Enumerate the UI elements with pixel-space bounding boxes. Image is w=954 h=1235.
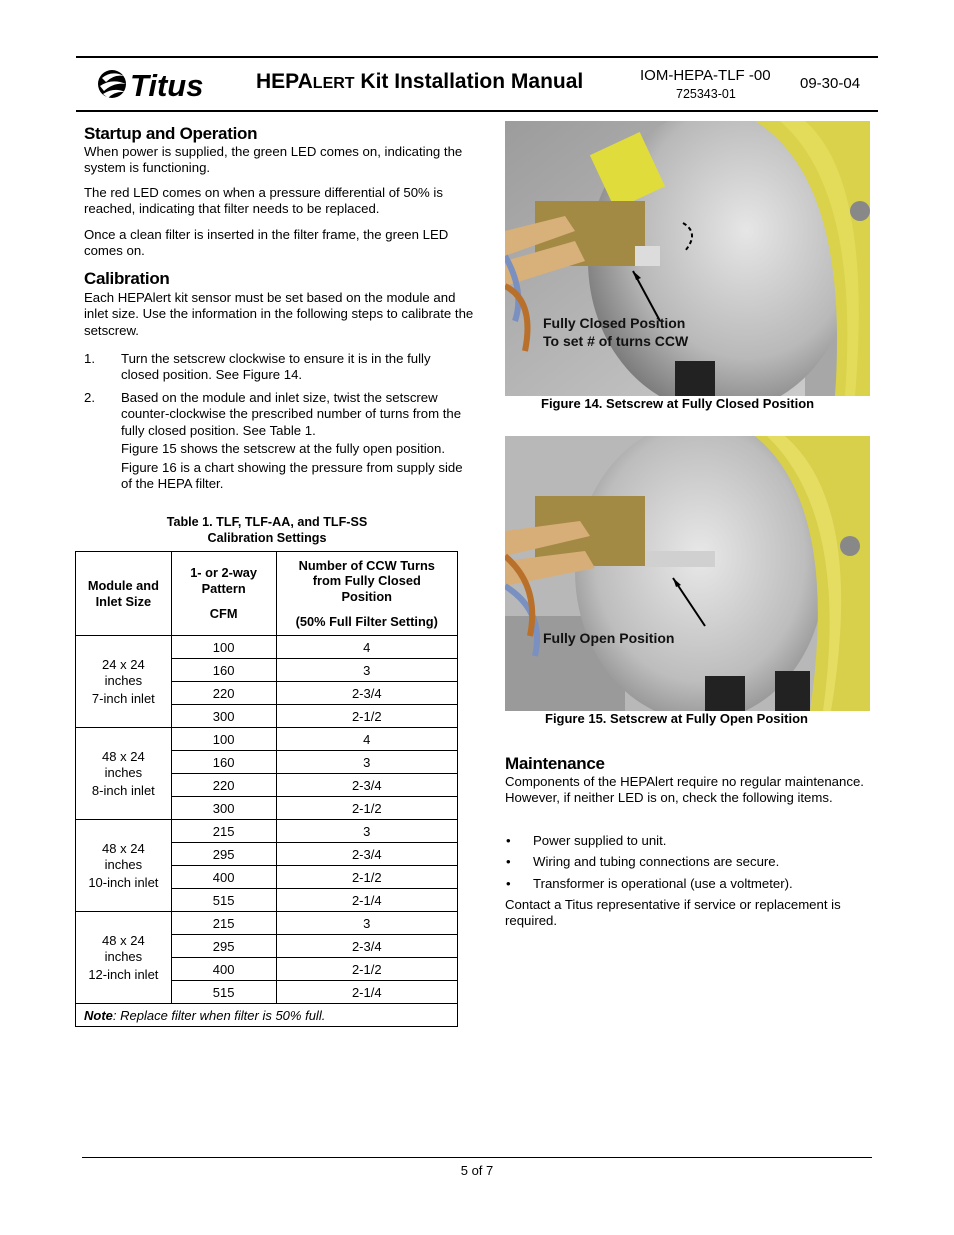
maintenance-bullet: Transformer is operational (use a voltmeter). <box>533 876 793 891</box>
table-row <box>76 728 458 751</box>
turns-cell: 2-1/4 <box>276 981 457 1004</box>
turns-cell: 2-1/2 <box>276 705 457 728</box>
startup-heading: Startup and Operation <box>84 124 258 143</box>
module-inlet-cell: 48 x 24 inches 12-inch inlet <box>76 912 172 1004</box>
maintenance-heading: Maintenance <box>505 754 605 773</box>
table-note-row <box>76 1004 458 1027</box>
titus-logo <box>96 64 208 104</box>
turns-cell: 2-1/2 <box>276 866 457 889</box>
header-top-rule <box>76 56 878 58</box>
titus-wordmark: Titus <box>130 68 204 103</box>
bullet-icon: • <box>506 876 511 891</box>
step-number: 2. <box>84 390 95 405</box>
turns-cell: 3 <box>276 912 457 935</box>
turns-cell: 4 <box>276 636 457 659</box>
maintenance-paragraph-2: Contact a Titus representative if service or replacement is required. <box>505 897 841 929</box>
header-bottom-rule <box>76 110 878 112</box>
maintenance-paragraph-1: Components of the HEPAlert require no regular maintenance. However, if neither LED is on, check the following items. <box>505 774 864 806</box>
turns-cell: 2-1/2 <box>276 797 457 820</box>
startup-paragraph-2: The red LED comes on when a pressure differential of 50% is reached, indicating that filter needs to be replaced. <box>84 185 443 217</box>
cfm-cell: 100 <box>171 728 276 751</box>
figure-14-label: Fully Closed Position <box>543 315 686 331</box>
cfm-cell: 215 <box>171 912 276 935</box>
step-text: Based on the module and inlet size, twist the setscrew counter-clockwise the prescribed number of turns from the fully closed position. See Table 1. <box>121 390 462 438</box>
cfm-cell: 295 <box>171 843 276 866</box>
turns-cell: 2-3/4 <box>276 935 457 958</box>
step-extra-text: Figure 16 is a chart showing the pressure from supply side of the HEPA filter. <box>121 460 463 492</box>
cfm-cell: 160 <box>171 751 276 774</box>
document-id: IOM-HEPA-TLF -00 <box>640 67 771 84</box>
table-row <box>76 636 458 659</box>
calibration-heading: Calibration <box>84 269 170 288</box>
startup-paragraph-3: Once a clean filter is inserted in the filter frame, the green LED comes on. <box>84 227 449 259</box>
bullet-icon: • <box>506 854 511 869</box>
table-header-row <box>76 552 458 636</box>
figure-14-caption: Figure 14. Setscrew at Fully Closed Position <box>541 396 815 411</box>
turns-cell: 2-3/4 <box>276 774 457 797</box>
page-number: 5 of 7 <box>460 1163 494 1178</box>
figure-15-label: Fully Open Position <box>543 630 675 646</box>
table-caption: Table 1. TLF, TLF-AA, and TLF-SS Calibration Settings <box>166 515 368 545</box>
document-date: 09-30-04 <box>800 75 861 92</box>
turns-cell: 3 <box>276 820 457 843</box>
table-row <box>76 820 458 843</box>
cfm-cell: 295 <box>171 935 276 958</box>
maintenance-bullet: Wiring and tubing connections are secure. <box>533 854 780 869</box>
maintenance-bullet: Power supplied to unit. <box>533 833 667 848</box>
calibration-table <box>75 551 458 1027</box>
module-inlet-cell: 24 x 24 inches 7-inch inlet <box>76 636 172 728</box>
cfm-cell: 515 <box>171 981 276 1004</box>
cfm-cell: 220 <box>171 774 276 797</box>
part-number: 725343-01 <box>676 87 736 101</box>
turns-cell: 3 <box>276 659 457 682</box>
cfm-cell: 100 <box>171 636 276 659</box>
turns-cell: 2-1/4 <box>276 889 457 912</box>
document-title: HEPALERT Kit Installation Manual <box>256 70 584 93</box>
cfm-cell: 215 <box>171 820 276 843</box>
step-text: Turn the setscrew clockwise to ensure it is in the fully closed position. See Figure 14. <box>121 351 431 383</box>
cfm-cell: 515 <box>171 889 276 912</box>
module-inlet-cell: 48 x 24 inches 10-inch inlet <box>76 820 172 912</box>
turns-cell: 2-3/4 <box>276 843 457 866</box>
turns-cell: 4 <box>276 728 457 751</box>
module-inlet-cell: 48 x 24 inches 8-inch inlet <box>76 728 172 820</box>
cfm-cell: 300 <box>171 705 276 728</box>
cfm-cell: 160 <box>171 659 276 682</box>
turns-cell: 3 <box>276 751 457 774</box>
footer-rule <box>82 1157 872 1158</box>
startup-paragraph-1: When power is supplied, the green LED comes on, indicating the system is functioning. <box>84 144 463 176</box>
turns-cell: 2-1/2 <box>276 958 457 981</box>
figure-15-caption: Figure 15. Setscrew at Fully Open Position <box>545 711 808 726</box>
cfm-cell: 400 <box>171 866 276 889</box>
table-header-turns: Number of CCW Turns from Fully Closed Position (50% Full Filter Setting) <box>276 552 457 636</box>
cfm-cell: 220 <box>171 682 276 705</box>
figure-14-photo <box>505 121 870 396</box>
calibration-paragraph: Each HEPAlert kit sensor must be set based on the module and inlet size. Use the information in the following steps to calibrate the setscrew. <box>84 290 474 338</box>
table-header-cfm: 1- or 2-way Pattern CFM <box>171 552 276 636</box>
step-extra-text: Figure 15 shows the setscrew at the fully open position. <box>121 441 446 456</box>
turns-cell: 2-3/4 <box>276 682 457 705</box>
bullet-icon: • <box>506 833 511 848</box>
step-number: 1. <box>84 351 95 366</box>
figure-14-label: To set # of turns CCW <box>543 333 689 349</box>
cfm-cell: 400 <box>171 958 276 981</box>
titus-swirl-icon <box>98 70 126 98</box>
table-note: Note: Replace filter when filter is 50% full. <box>76 1004 458 1027</box>
table-header-module: Module and Inlet Size <box>76 552 172 636</box>
cfm-cell: 300 <box>171 797 276 820</box>
table-row <box>76 912 458 935</box>
figure-15-photo <box>505 436 870 711</box>
